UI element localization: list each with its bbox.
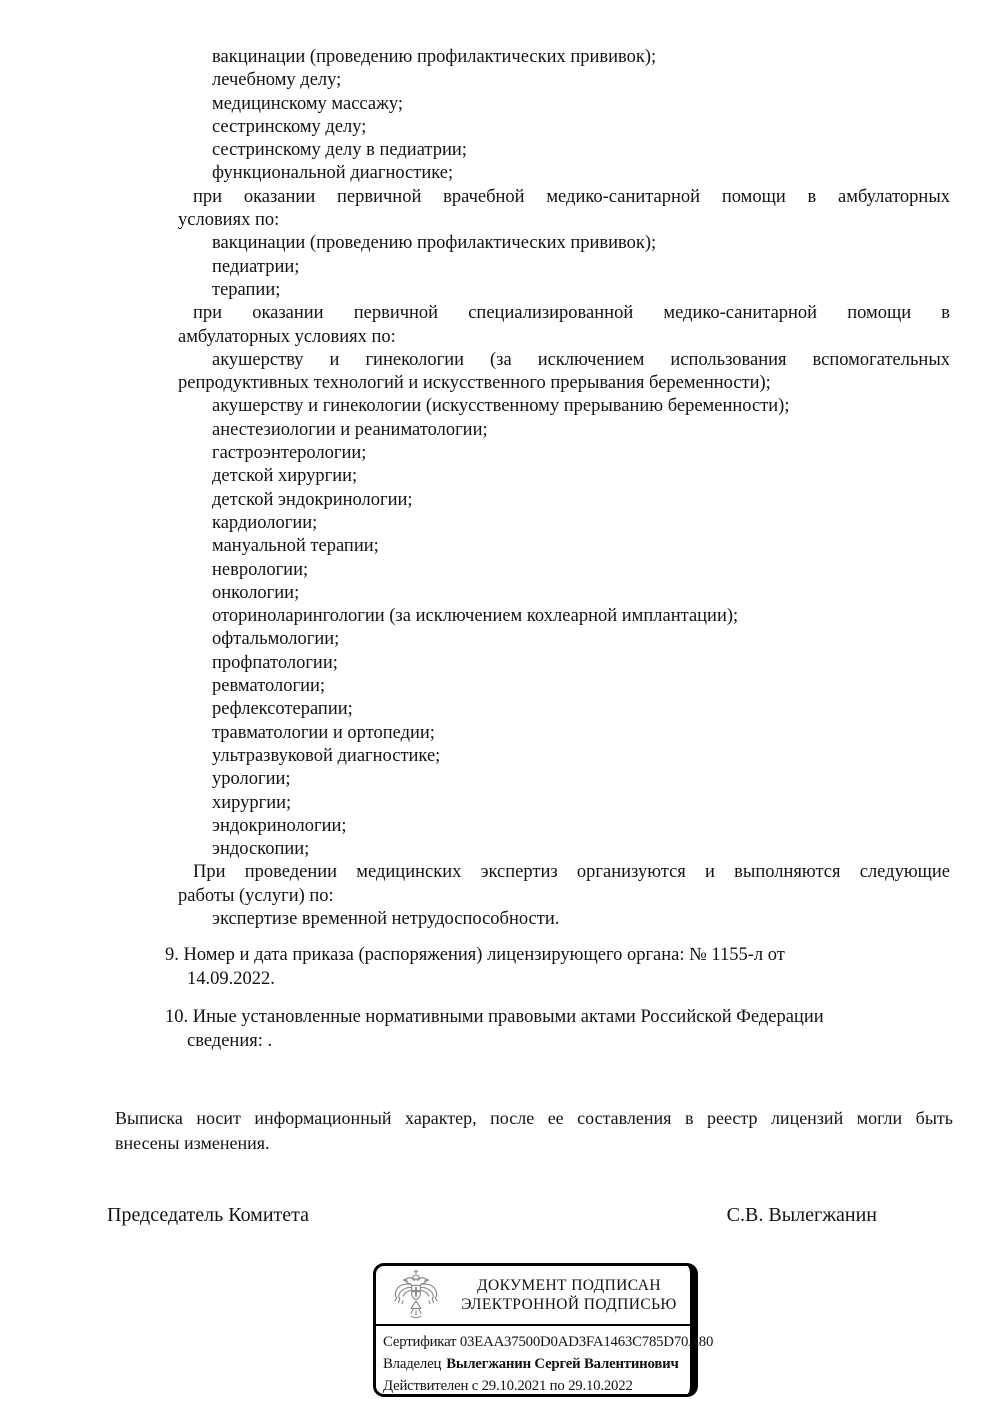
numbered-items (165, 944, 947, 1053)
stamp-title (456, 1276, 690, 1315)
service-line: онкологии; (212, 582, 300, 603)
signature-name: С.В. Вылегжанин (726, 1204, 877, 1226)
service-line: лечебному делу; (212, 70, 342, 91)
service-line: урологии; (212, 769, 291, 790)
service-line: сестринскому делу; (212, 116, 367, 137)
numbered-item (165, 1006, 947, 1053)
service-line: акушерству и гинекологии (за исключением использования вспомогательных (212, 349, 950, 370)
service-line: педиатрии; (212, 256, 300, 277)
service-line: При проведении медицинских экспертиз организуются и выполняются следующие (193, 862, 950, 883)
service-line: при оказании первичной врачебной медико-санитарной помощи в амбулаторных (193, 186, 950, 207)
emblem-box (376, 1269, 456, 1321)
service-line: оториноларингологии (за исключением кохлеарной имплантации); (212, 606, 739, 627)
service-line: рефлексотерапии; (212, 699, 353, 720)
note-line: Выписка носит информационный характер, после ее составления в реестр лицензий могли быть (115, 1108, 953, 1128)
double-headed-eagle-emblem-icon (384, 1269, 448, 1321)
certificate-value: 03EAA37500D0AD3FA1463C785D70A80 (459, 1334, 714, 1350)
service-line: детской хирургии; (212, 466, 358, 487)
owner-name: Вылегжанин Сергей Валентинович (446, 1356, 679, 1372)
note-paragraph (115, 1106, 953, 1155)
service-line: эндоскопии; (212, 839, 310, 860)
service-line: вакцинации (проведению профилактических прививок); (212, 233, 657, 254)
numbered-item-line: 10. Иные установленные нормативными правовыми актами Российской Федерации (165, 1007, 824, 1027)
service-line: функциональной диагностике; (212, 163, 454, 184)
service-line: неврологии; (212, 559, 309, 580)
service-line: профпатологии; (212, 652, 338, 673)
service-line: вакцинации (проведению профилактических прививок); (212, 47, 657, 67)
certificate-label: Сертификат (383, 1334, 457, 1350)
numbered-item-continuation: 14.09.2022. (187, 968, 275, 989)
service-line: экспертизе временной нетрудоспособности. (212, 908, 560, 929)
service-line: гастроэнтерологии; (212, 443, 367, 464)
service-line: ультразвуковой диагностике; (212, 745, 441, 766)
service-line: офтальмологии; (212, 629, 340, 650)
validity-line: Действителен с 29.10.2021 по 29.10.2022 (383, 1378, 633, 1394)
owner-line (383, 1353, 686, 1375)
service-line: эндокринологии; (212, 815, 347, 836)
stamp-title-line2: ЭЛЕКТРОННОЙ ПОДПИСЬЮ (461, 1296, 677, 1313)
certificate-line (383, 1331, 714, 1353)
signature-position-title: Председатель Комитета (107, 1204, 310, 1226)
owner-label: Владелец (383, 1356, 442, 1372)
service-line: ревматологии; (212, 676, 326, 697)
stamp-title-line1: ДОКУМЕНТ ПОДПИСАН (477, 1276, 661, 1294)
esign-stamp (373, 1263, 714, 1397)
service-line: анестезиологии и реаниматологии; (212, 419, 488, 440)
service-line: работы (услуги) по: (178, 885, 334, 906)
numbered-item (165, 944, 947, 991)
services-section (178, 46, 950, 931)
service-line: репродуктивных технологий и искусственного прерывания беременности); (178, 373, 771, 394)
service-line: медицинскому массажу; (212, 93, 404, 114)
stamp-header (376, 1266, 690, 1326)
service-line: акушерству и гинекологии (искусственному прерыванию беременности); (212, 396, 790, 417)
service-line: условиях по: (178, 210, 280, 231)
service-line: хирургии; (212, 792, 292, 813)
service-line: мануальной терапии; (212, 536, 379, 557)
service-line: детской эндокринологии; (212, 489, 413, 510)
stamp-info (376, 1326, 714, 1397)
service-line: кардиологии; (212, 512, 318, 533)
numbered-item-continuation: сведения: . (187, 1030, 273, 1051)
service-line: амбулаторных условиях по: (178, 326, 396, 347)
service-line: терапии; (212, 279, 281, 300)
numbered-item-line: 9. Номер и дата приказа (распоряжения) лицензирующего органа: № 1155-л от (165, 945, 785, 965)
service-line: сестринскому делу в педиатрии; (212, 140, 467, 161)
service-line: при оказании первичной специализированной медико-санитарной помощи в (193, 303, 950, 324)
service-line: травматологии и ортопедии; (212, 722, 435, 743)
note-line: внесены изменения. (115, 1132, 270, 1153)
signature-row (107, 1203, 877, 1228)
